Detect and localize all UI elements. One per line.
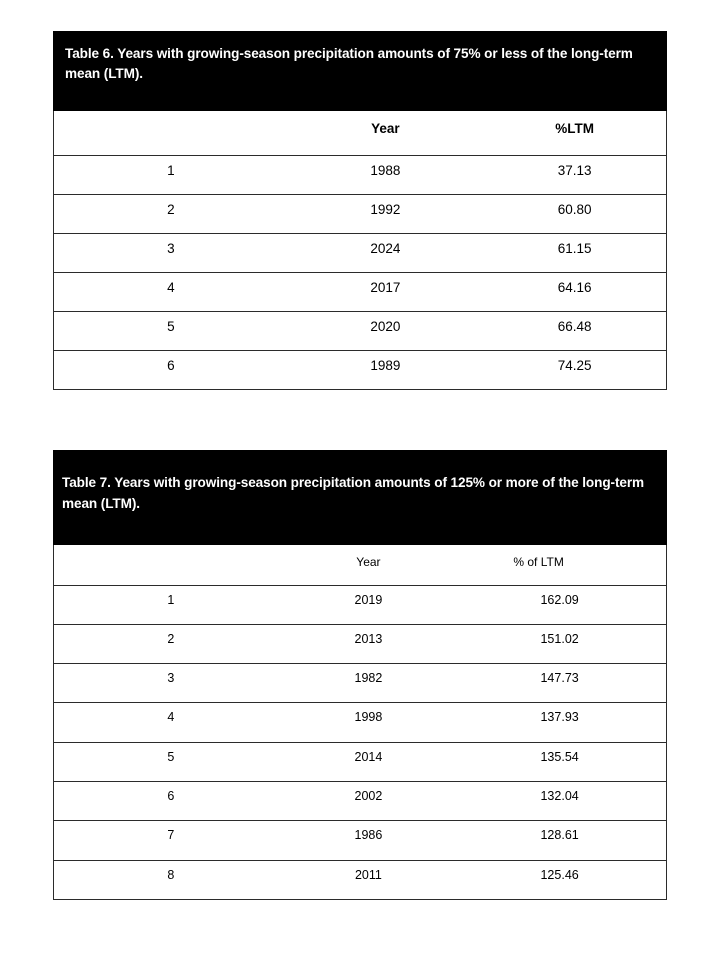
- table-6-body: [54, 155, 667, 389]
- table-cell-year: 2020: [288, 311, 484, 350]
- table-row: [54, 311, 667, 350]
- table-cell-year: 1988: [288, 155, 484, 194]
- table-cell-rank: 2: [54, 194, 288, 233]
- table-cell-year: 1982: [288, 664, 484, 703]
- table-7-title-text: Table 7. Years with growing-season precipitation amounts of 125% or more of the long-term mean (LTM).: [62, 475, 645, 511]
- table-row: [54, 703, 667, 742]
- table-cell-rank: 6: [54, 350, 288, 389]
- table-cell-rank: 3: [54, 233, 288, 272]
- table-7-body: [54, 585, 667, 899]
- table-cell-year: 2013: [288, 624, 484, 663]
- table-cell-value: 66.48: [483, 311, 666, 350]
- table-cell-rank: 3: [54, 664, 288, 703]
- table-cell-value: 125.46: [483, 860, 666, 899]
- table-7: [53, 545, 667, 900]
- table-row: [54, 194, 667, 233]
- table-cell-year: 2017: [288, 272, 484, 311]
- table-cell-value: 162.09: [483, 585, 666, 624]
- table-7-header-row: [54, 545, 667, 585]
- table-7-header-rank: [54, 545, 288, 585]
- table-7-header-value: % of LTM: [513, 555, 564, 569]
- table-row: [54, 585, 667, 624]
- table-cell-year: 1986: [288, 821, 484, 860]
- table-cell-year: 1989: [288, 350, 484, 389]
- table-cell-rank: 5: [54, 311, 288, 350]
- table-row: [54, 664, 667, 703]
- table-6: [53, 111, 667, 390]
- table-6-title-banner: [53, 31, 667, 111]
- table-cell-value: 37.13: [483, 155, 666, 194]
- table-row: [54, 781, 667, 820]
- table-row: [54, 272, 667, 311]
- table-cell-rank: 5: [54, 742, 288, 781]
- table-cell-value: 74.25: [483, 350, 666, 389]
- table-6-header-rank: [54, 111, 288, 155]
- table-row: [54, 821, 667, 860]
- table-cell-value: 61.15: [483, 233, 666, 272]
- table-cell-rank: 2: [54, 624, 288, 663]
- table-row: [54, 233, 667, 272]
- table-cell-year: 2019: [288, 585, 484, 624]
- table-cell-rank: 6: [54, 781, 288, 820]
- table-row: [54, 350, 667, 389]
- table-row: [54, 860, 667, 899]
- table-7-block: [53, 450, 667, 900]
- table-cell-value: 60.80: [483, 194, 666, 233]
- table-cell-value: 128.61: [483, 821, 666, 860]
- table-cell-value: 64.16: [483, 272, 666, 311]
- table-7-header-year: Year: [356, 555, 381, 569]
- table-cell-value: 132.04: [483, 781, 666, 820]
- table-cell-rank: 7: [54, 821, 288, 860]
- table-row: [54, 624, 667, 663]
- table-6-header-row: [54, 111, 667, 155]
- table-6-block: [53, 31, 667, 390]
- table-row: [54, 155, 667, 194]
- table-cell-rank: 4: [54, 272, 288, 311]
- table-cell-rank: 8: [54, 860, 288, 899]
- table-cell-value: 151.02: [483, 624, 666, 663]
- table-6-title-text: Table 6. Years with growing-season precipitation amounts of 75% or less of the long-term mean (LTM).: [65, 46, 633, 81]
- table-cell-year: 2024: [288, 233, 484, 272]
- table-cell-year: 2014: [288, 742, 484, 781]
- table-cell-value: 137.93: [483, 703, 666, 742]
- table-cell-year: 2002: [288, 781, 484, 820]
- table-cell-rank: 1: [54, 585, 288, 624]
- table-cell-value: 135.54: [483, 742, 666, 781]
- table-cell-rank: 1: [54, 155, 288, 194]
- table-cell-value: 147.73: [483, 664, 666, 703]
- table-row: [54, 742, 667, 781]
- table-cell-rank: 4: [54, 703, 288, 742]
- table-cell-year: 1992: [288, 194, 484, 233]
- table-6-header-year: Year: [371, 121, 400, 136]
- table-7-title-banner: [53, 450, 667, 545]
- table-cell-year: 2011: [288, 860, 484, 899]
- table-6-header-value: %LTM: [555, 121, 594, 136]
- table-cell-year: 1998: [288, 703, 484, 742]
